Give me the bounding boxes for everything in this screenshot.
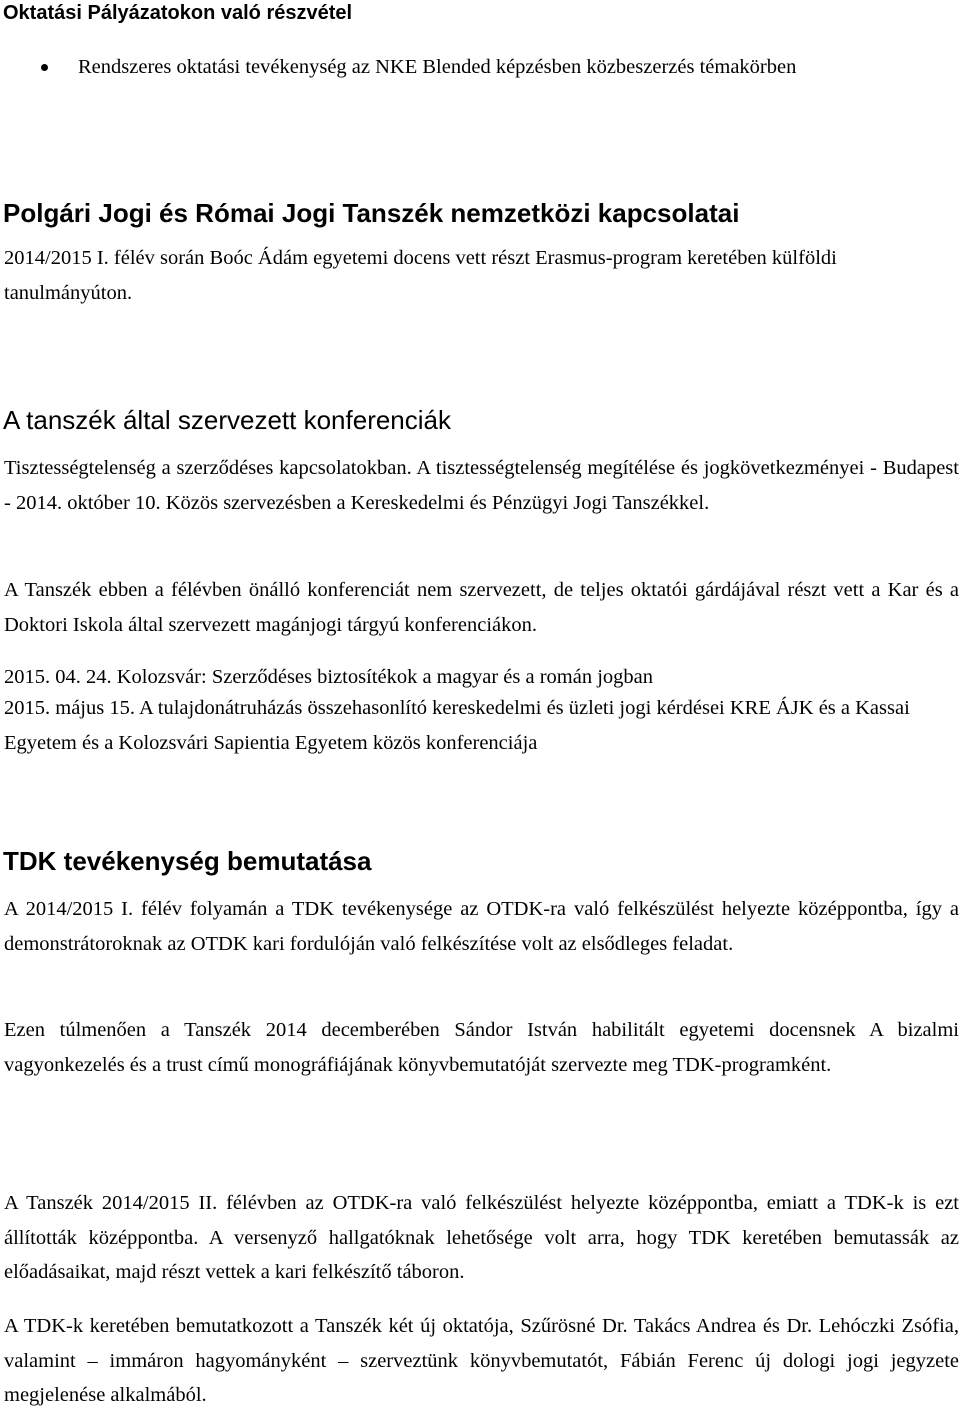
conference-date-line-1: 2015. 04. 24. Kolozsvár: Szerződéses biztosítékok a magyar és a román jogban: [4, 666, 653, 688]
tdk-paragraph-4: A TDK-k keretében bemutatkozott a Tanszék két új oktatója, Szűrösné Dr. Takács Andrea és Dr. Lehóczki Zsófia, valamint – immáron hagyományként – szerveztünk könyvbemutatót, Fábián Ferenc új dologi jogi jegyzete megjelenése alkalmából.: [4, 1315, 959, 1406]
section-title-tdk: TDK tevékenység bemutatása: [3, 846, 372, 876]
section-title-international: Polgári Jogi és Római Jogi Tanszék nemzetközi kapcsolatai: [3, 198, 740, 228]
bullet-item-blended: Rendszeres oktatási tevékenység az NKE Blended képzésben közbeszerzés témakörben: [78, 56, 797, 78]
tdk-paragraph-3: A Tanszék 2014/2015 II. félévben az OTDK-ra való felkészülést helyezte középpontba, emiatt a TDK-k is ezt állították középpontba. A versenyző hallgatóknak lehetősége volt arra, hogy TDK keretében bemutassák az előadásaikat, majd részt vettek a kari felkészítő táboron.: [4, 1192, 959, 1283]
conference-date-line-2: 2015. május 15. A tulajdonátruházás összehasonlító kereskedelmi és üzleti jogi kérdései KRE ÁJK és a Kassai Egyetem és a Kolozsvári Sapientia Egyetem közös konferenciája: [4, 697, 910, 754]
international-paragraph: 2014/2015 I. félév során Boóc Ádám egyetemi docens vett részt Erasmus-program keretében külföldi tanulmányúton.: [4, 247, 837, 304]
section-title-conferences: A tanszék által szervezett konferenciák: [3, 405, 452, 435]
conference-paragraph-1: Tisztességtelenség a szerződéses kapcsolatokban. A tisztességtelenség megítélése és jogkövetkezményei - Budapest - 2014. október 10. Közös szervezésben a Kereskedelmi és Pénzügyi Jogi Tanszékkel.: [4, 457, 959, 514]
tdk-paragraph-1: A 2014/2015 I. félév folyamán a TDK tevékenysége az OTDK-ra való felkészülést helyezte középpontba, így a demonstrátoroknak az OTDK kari fordulóján való felkészítése volt az elsődleges feladat.: [4, 898, 959, 955]
section-title-tenders: Oktatási Pályázatokon való részvétel: [3, 2, 353, 24]
tdk-paragraph-2: Ezen túlmenően a Tanszék 2014 decemberében Sándor István habilitált egyetemi docensnek A bizalmi vagyonkezelés és a trust című monográfiájának könyvbemutatóját szervezte meg TDK-programként.: [4, 1019, 959, 1076]
conference-paragraph-2: A Tanszék ebben a félévben önálló konferenciát nem szervezett, de teljes oktatói gárdájával részt vett a Kar és a Doktori Iskola által szervezett magánjogi tárgyú konferenciákon.: [4, 579, 959, 636]
bullet-icon: [41, 64, 48, 71]
